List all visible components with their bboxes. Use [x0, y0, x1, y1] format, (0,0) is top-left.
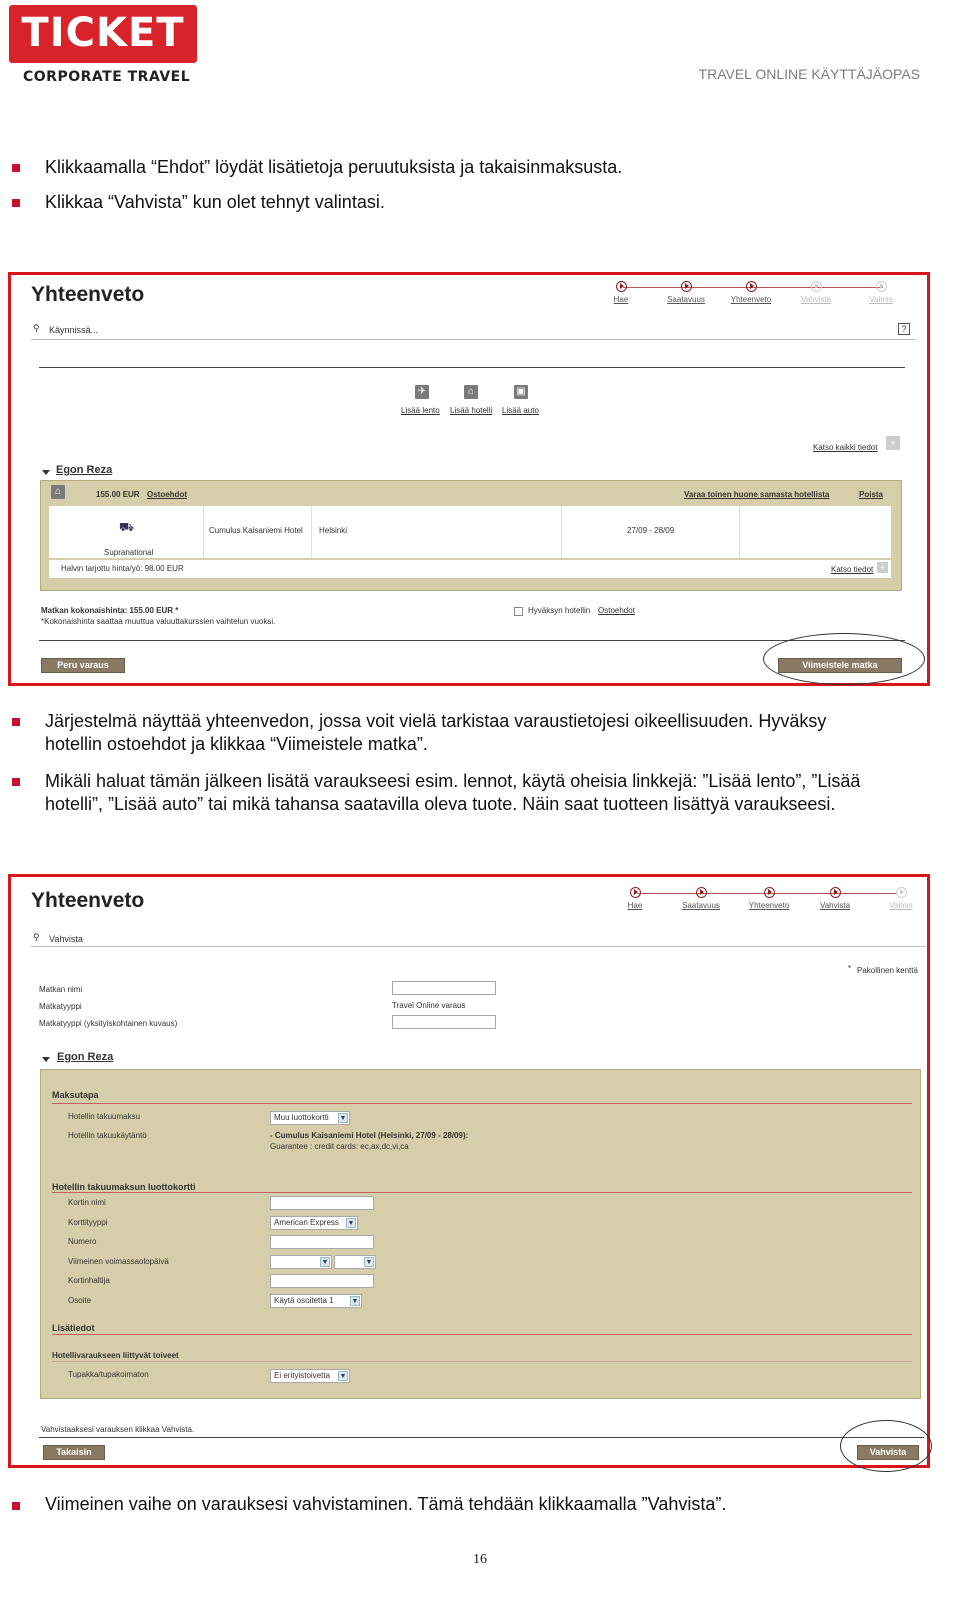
add-hotel-link[interactable]: Lisää hotelli	[450, 406, 493, 415]
hotel-guarantee-policy-label: Hotellin takuukäytäntö	[68, 1131, 147, 1140]
intro-line-1: Klikkaamalla “Ehdot” löydät lisätietoja peruutuksista ja takaisinmaksusta.	[45, 157, 623, 177]
card-holder-label: Kortinhaltija	[68, 1276, 110, 1285]
step-yhteenveto[interactable]: Yhteenveto	[739, 887, 799, 910]
status-text: Vahvista	[49, 934, 83, 944]
book-another-room-link[interactable]: Varaa toinen huone samasta hotellista	[684, 490, 830, 499]
card-type-label: Korttityyppi	[68, 1218, 108, 1227]
bullet-icon	[12, 778, 20, 786]
bullet-icon	[12, 718, 20, 726]
ticket-logo	[9, 5, 197, 87]
smoking-label: Tupakka/tupakoimaton	[68, 1370, 149, 1379]
page-title: Yhteenveto	[31, 283, 145, 306]
trip-type-label: Matkatyyppi	[39, 1002, 82, 1011]
card-type-select[interactable]: American Express ▼	[270, 1216, 358, 1230]
step-saatavuus[interactable]: Saatavuus	[656, 281, 716, 304]
price-info-row	[49, 560, 891, 578]
guarantee-cards: Guarantee : credit cards: ec,ax,dc,vi,ca	[270, 1142, 409, 1151]
terms-link[interactable]: Ostoehdot	[147, 490, 187, 499]
payment-heading: Maksutapa	[52, 1090, 99, 1100]
add-products-paragraph-line-2: hotelli”, ”Lisää auto” tai mikä tahansa saatavilla oleva tuote. Näin saat tuotteen lisättyä varaukseesi.	[45, 794, 836, 814]
total-price: Matkan kokonaishinta: 155.00 EUR *	[41, 606, 179, 615]
hotel-wishes-heading: Hotellivaraukseen liittyvät toiveet	[52, 1351, 179, 1360]
bullet-icon	[12, 164, 20, 172]
step-yhteenveto[interactable]: Yhteenveto	[721, 281, 781, 304]
hotel-booking-panel	[40, 480, 902, 591]
step-progress	[591, 281, 911, 311]
car-icon[interactable]: ▣	[514, 385, 528, 399]
card-expiry-label: Viimeinen voimassaolopäivä	[68, 1257, 169, 1266]
help-icon[interactable]: ?	[898, 323, 910, 335]
bullet-icon	[12, 1502, 20, 1510]
plane-icon[interactable]: ✈	[415, 385, 429, 399]
details-link[interactable]: Katso tiedot	[831, 565, 874, 574]
logo-word: TICKET	[21, 10, 185, 56]
add-flight-link[interactable]: Lisää lento	[401, 406, 440, 415]
add-products-paragraph-line-1: Mikäli haluat tämän jälkeen lisätä varaukseesi esim. lennot, käytä oheisia linkkejä: ”Lisää lento”, ”Lisää	[45, 771, 861, 791]
view-all-details-link[interactable]: Katso kaikki tiedot	[813, 443, 878, 452]
logo-subtitle: CORPORATE TRAVEL	[23, 69, 191, 85]
address-label: Osoite	[68, 1296, 92, 1305]
card-name-label: Kortin nimi	[68, 1198, 106, 1207]
hotel-city: Helsinki	[319, 526, 348, 535]
traveler-name[interactable]: Egon Reza	[57, 1051, 114, 1063]
section-divider	[52, 1103, 912, 1104]
intro-line-2: Klikkaa “Vahvista” kun olet tehnyt valintasi.	[45, 192, 385, 212]
trip-type-desc-input[interactable]	[392, 1015, 496, 1029]
step-vahvista: Vahvista	[786, 281, 846, 304]
step-valmis: Valmis	[851, 281, 911, 304]
hotel-price: 155.00 EUR	[96, 490, 140, 499]
confirm-button[interactable]: Vahvista	[857, 1445, 919, 1460]
room-type: Supranational	[104, 548, 154, 557]
required-marker: *	[848, 964, 852, 973]
divider	[31, 946, 926, 947]
summary-paragraph-line-2: hotellin ostoehdot ja klikkaa “Viimeistele matka”.	[45, 734, 428, 754]
accept-terms-label: Hyväksyn hotellin	[528, 606, 591, 615]
highlight-circle	[840, 1420, 932, 1472]
trip-type-desc-label: Matkatyyppi (yksityiskohtainen kuvaus)	[39, 1019, 178, 1028]
confirm-screenshot	[8, 874, 930, 1468]
stay-dates: 27/09 - 28/09	[627, 526, 675, 535]
guarantee-card-select[interactable]: Muu luottokortti ▼	[270, 1111, 350, 1125]
collapse-icon[interactable]	[42, 470, 50, 475]
hotel-icon[interactable]: ⌂	[464, 385, 478, 399]
summary-paragraph-line-1: Järjestelmä näyttää yhteenvedon, jossa voit vielä tarkistaa varaustietojesi oikeellisuuden. Hyväksy	[45, 711, 827, 731]
payment-panel	[40, 1069, 921, 1399]
cancel-booking-button[interactable]: Peru varaus	[41, 658, 125, 673]
trip-name-label: Matkan nimi	[39, 985, 83, 994]
hotel-info: - Cumulus Kaisaniemi Hotel (Helsinki, 27/09 - 28/09):	[270, 1131, 469, 1140]
plus-icon[interactable]: +	[877, 562, 888, 573]
hotel-bed-icon: ⌂	[51, 485, 65, 499]
step-progress	[605, 887, 925, 917]
trip-name-input[interactable]	[392, 981, 496, 995]
status-text: Käynnissä...	[49, 325, 99, 335]
remove-link[interactable]: Poista	[859, 490, 884, 499]
step-vahvista[interactable]: Vahvista	[805, 887, 865, 910]
traveler-name[interactable]: Egon Reza	[56, 464, 113, 476]
bullet-icon	[12, 199, 20, 207]
final-step-text: Viimeinen vaihe on varauksesi vahvistaminen. Tämä tehdään klikkaamalla ”Vahvista”.	[45, 1494, 727, 1514]
extra-info-heading: Lisätiedot	[52, 1323, 95, 1333]
step-hae[interactable]: Hae	[591, 281, 651, 304]
hotel-name: Cumulus Kaisaniemi Hotel	[209, 526, 303, 535]
card-section-heading: Hotellin takuumaksun luottokortti	[52, 1182, 196, 1192]
step-hae[interactable]: Hae	[605, 887, 665, 910]
cheapest-price: Halvin tarjottu hinta/yö: 98.00 EUR	[61, 564, 184, 573]
required-field-note: Pakollinen kenttä	[857, 966, 918, 975]
address-select[interactable]: Käytä osoitetta 1 ▼	[270, 1294, 362, 1308]
accept-terms-link[interactable]: Ostoehdot	[598, 606, 635, 615]
expiry-month-select[interactable]: ▼	[270, 1255, 332, 1269]
summary-screenshot	[8, 272, 930, 686]
card-number-label: Numero	[68, 1237, 97, 1246]
key-icon: ⚲	[33, 323, 40, 333]
add-car-link[interactable]: Lisää auto	[502, 406, 539, 415]
key-icon: ⚲	[33, 932, 40, 942]
step-valmis: Valmis	[871, 887, 931, 910]
document-title: TRAVEL ONLINE KÄYTTÄJÄOPAS	[698, 66, 920, 82]
total-price-note: *Kokonaishinta saattaa muuttua valuuttakurssien vaihtelun vuoksi.	[41, 617, 276, 626]
collapse-icon[interactable]	[42, 1057, 50, 1062]
finish-trip-button[interactable]: Viimeistele matka	[778, 658, 902, 673]
trip-type-value: Travel Online varaus	[392, 1001, 466, 1010]
page-title: Yhteenveto	[31, 889, 145, 912]
expiry-year-select[interactable]: ▼	[334, 1255, 376, 1269]
hotel-info-row	[49, 506, 891, 558]
card-holder-input[interactable]	[270, 1274, 374, 1288]
section-divider	[52, 1192, 912, 1193]
back-button[interactable]: Takaisin	[43, 1445, 105, 1460]
page-number: 16	[473, 1552, 487, 1567]
divider	[31, 339, 916, 340]
accept-terms-checkbox[interactable]	[514, 607, 523, 616]
step-saatavuus[interactable]: Saatavuus	[671, 887, 731, 910]
divider	[39, 367, 905, 368]
plus-icon[interactable]: +	[886, 436, 900, 450]
card-name-input[interactable]	[270, 1196, 374, 1210]
section-divider	[52, 1334, 912, 1335]
divider	[39, 1437, 924, 1438]
smoking-select[interactable]: Ei erityistoivetta ▼	[270, 1369, 350, 1383]
section-divider	[52, 1361, 912, 1362]
confirm-note: Vahvistaaksesi varauksen klikkaa Vahvista.	[41, 1425, 195, 1434]
highlight-circle	[763, 633, 925, 685]
card-number-input[interactable]	[270, 1235, 374, 1249]
divider	[39, 640, 905, 641]
hotel-guarantee-label: Hotellin takuumaksu	[68, 1112, 141, 1121]
bed-icon: ⛟	[119, 520, 135, 534]
